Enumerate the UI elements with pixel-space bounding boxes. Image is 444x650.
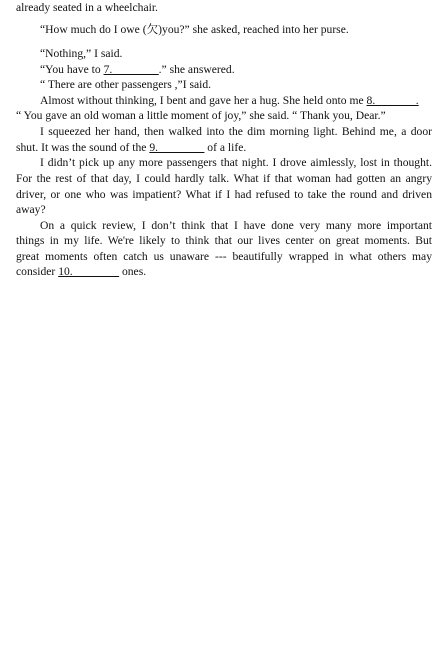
text-line-7 <box>16 108 432 123</box>
line-text: “ There are other passengers ,”I said. <box>40 78 212 91</box>
text-line-15 <box>16 233 432 248</box>
line-text: ones. <box>119 265 147 278</box>
text-line-11 <box>16 171 432 186</box>
text-line-10 <box>40 155 432 170</box>
line-text: driver, or one who was impatient? What if I had refused to take the round and driven <box>16 188 432 201</box>
text-line-1 <box>16 0 432 15</box>
text-line-8 <box>40 124 432 139</box>
text-line-12 <box>16 187 432 202</box>
line-text: Almost without thinking, I bent and gave her a hug. She held onto me <box>40 94 367 107</box>
line-text: things in my life. We're likely to think that our lives center on great moments. But <box>16 234 432 247</box>
line-text: .” she answered. <box>158 63 235 76</box>
text-line-16 <box>16 249 432 264</box>
blank-9: 9.________ <box>149 141 205 154</box>
blank-10: 10.________ <box>58 265 120 278</box>
line-text: On a quick review, I don’t think that I have done very many more important <box>40 219 432 232</box>
text-line-4 <box>40 62 432 77</box>
text-line-9 <box>16 140 432 155</box>
line-text: of a life. <box>204 141 247 154</box>
line-text: For the rest of that day, I could hardly talk. What if that woman had gotten an angry <box>16 172 432 185</box>
text-line-13 <box>16 202 432 217</box>
text-line-6 <box>40 93 432 108</box>
text-line-2 <box>40 22 432 37</box>
line-text: “ You gave an old woman a little moment of joy,” she said. “ Thank you, Dear.” <box>16 109 386 122</box>
blank-8: 8._______. <box>366 94 419 107</box>
line-text: great moments often catch us unaware --- beautifully wrapped in what others may <box>16 250 432 263</box>
text-line-17 <box>16 264 432 279</box>
line-text: already seated in a wheelchair. <box>16 1 158 14</box>
line-text: “You have to <box>40 63 104 76</box>
text-line-5 <box>40 77 432 92</box>
line-text: “Nothing,” I said. <box>40 47 123 60</box>
line-text: away? <box>16 203 46 216</box>
line-text: “How much do I owe (欠)you?” she asked, reached into her purse. <box>40 23 349 36</box>
line-text: I squeezed her hand, then walked into the dim morning light. Behind me, a door <box>40 125 432 138</box>
text-line-3 <box>40 46 432 61</box>
line-text: I didn’t pick up any more passengers that night. I drove aimlessly, lost in thought. <box>40 156 432 169</box>
text-line-14 <box>40 218 432 233</box>
blank-7: 7.________ <box>103 63 159 76</box>
line-text: shut. It was the sound of the <box>16 141 150 154</box>
line-text: consider <box>16 265 59 278</box>
